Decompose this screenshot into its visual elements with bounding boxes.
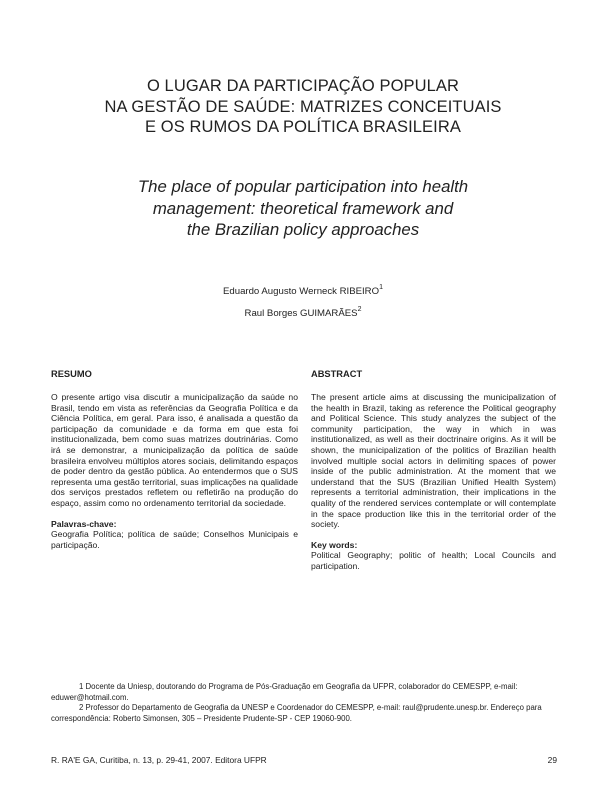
keywords-text: Geografia Política; política de saúde; Conselhos Municipais e participação. — [51, 529, 298, 550]
keywords-heading: Palavras-chave: — [51, 518, 117, 529]
title-line: E OS RUMOS DA POLÍTICA BRASILEIRA — [145, 118, 461, 136]
footnote: 2 Professor do Departamento de Geografia da UNESP e Coordenador do CEMESPP, e-mail: raul@prudente.unesp.br. Endereço para correspondência: Roberto Simonsen, 305 – Presidente Prudente-SP - CEP 19060-900. — [51, 703, 542, 723]
footnotes — [51, 682, 557, 724]
title-line: O LUGAR DA PARTICIPAÇÃO POPULAR — [146, 77, 460, 95]
author-list — [0, 280, 606, 323]
keywords-heading: Key words: — [311, 539, 358, 550]
author-name: Raul Borges GUIMARÃES — [244, 307, 358, 319]
article-title-english — [0, 176, 606, 241]
footnote-marker: 2 — [357, 305, 362, 313]
resumo-body: O presente artigo visa discutir a municipalização da saúde no Brasil, tendo em vista as referências da Geografia Política e da Ciência Política, em geral. Para isso, é analisada a questão da participação da comunidade e da forma em que esta foi institucionalizada, bem como suas matrizes doutrinárias. Como irá se demonstrar, a municipalização da política de saúde brasileira envolveu múltiplos atores sociais, delimitando espaços de poder dentro da gestão pública. Ao entendermos que o SUS representa uma gestão territorial, suas implicações na qualidade dos serviços prestados refletem ou refletirão na produção do espaço, assim como no ordenamento territorial da sociedade. — [51, 392, 298, 508]
author-name: Eduardo Augusto Werneck RIBEIRO — [223, 286, 380, 298]
title-line: the Brazilian policy approaches — [186, 220, 420, 239]
resumo-section — [51, 369, 298, 550]
resumo-heading: RESUMO — [51, 369, 92, 379]
title-line: The place of popular participation into health — [137, 177, 469, 196]
journal-citation: R. RA'E GA, Curitiba, n. 13, p. 29-41, 2007. Editora UFPR — [51, 755, 267, 765]
footnote-marker: 1 — [379, 284, 383, 291]
keywords-text: Political Geography; politic of health; Local Councils and participation. — [311, 550, 556, 571]
author — [0, 302, 606, 324]
abstract-heading: ABSTRACT — [311, 369, 363, 379]
author — [0, 280, 606, 302]
article-title-portuguese — [0, 76, 606, 138]
abstract-body: The present article aims at discussing the municipalization of the health in Brazil, taking as reference the Political geography and Political Science. This study analyzes the subject of the community participation, the way in which in was institutionalized, as well as their doctrinaire origins. As it will be shown, the municipalization of the politics of Brazilian health involved multiple social actors in delimiting spaces of power inside of the public administration. At the moment that we understand that the SUS (Brazilian Unified Health System) represents a territorial administration, their implications in the quality of the rendered services contemplate or will contemplate in the space production like this in the territorial order of the society. — [311, 392, 556, 530]
title-line: NA GESTÃO DE SAÚDE: MATRIZES CONCEITUAIS — [104, 97, 502, 116]
page-number: 29 — [547, 755, 557, 765]
footnote: 1 Docente da Uniesp, doutorando do Programa de Pós-Graduação em Geografia da UFPR, colaborador do CEMESPP, e-mail: eduwer@hotmail.com. — [51, 682, 518, 702]
title-line: management: theoretical framework and — [152, 198, 454, 218]
abstract-section — [311, 369, 556, 572]
